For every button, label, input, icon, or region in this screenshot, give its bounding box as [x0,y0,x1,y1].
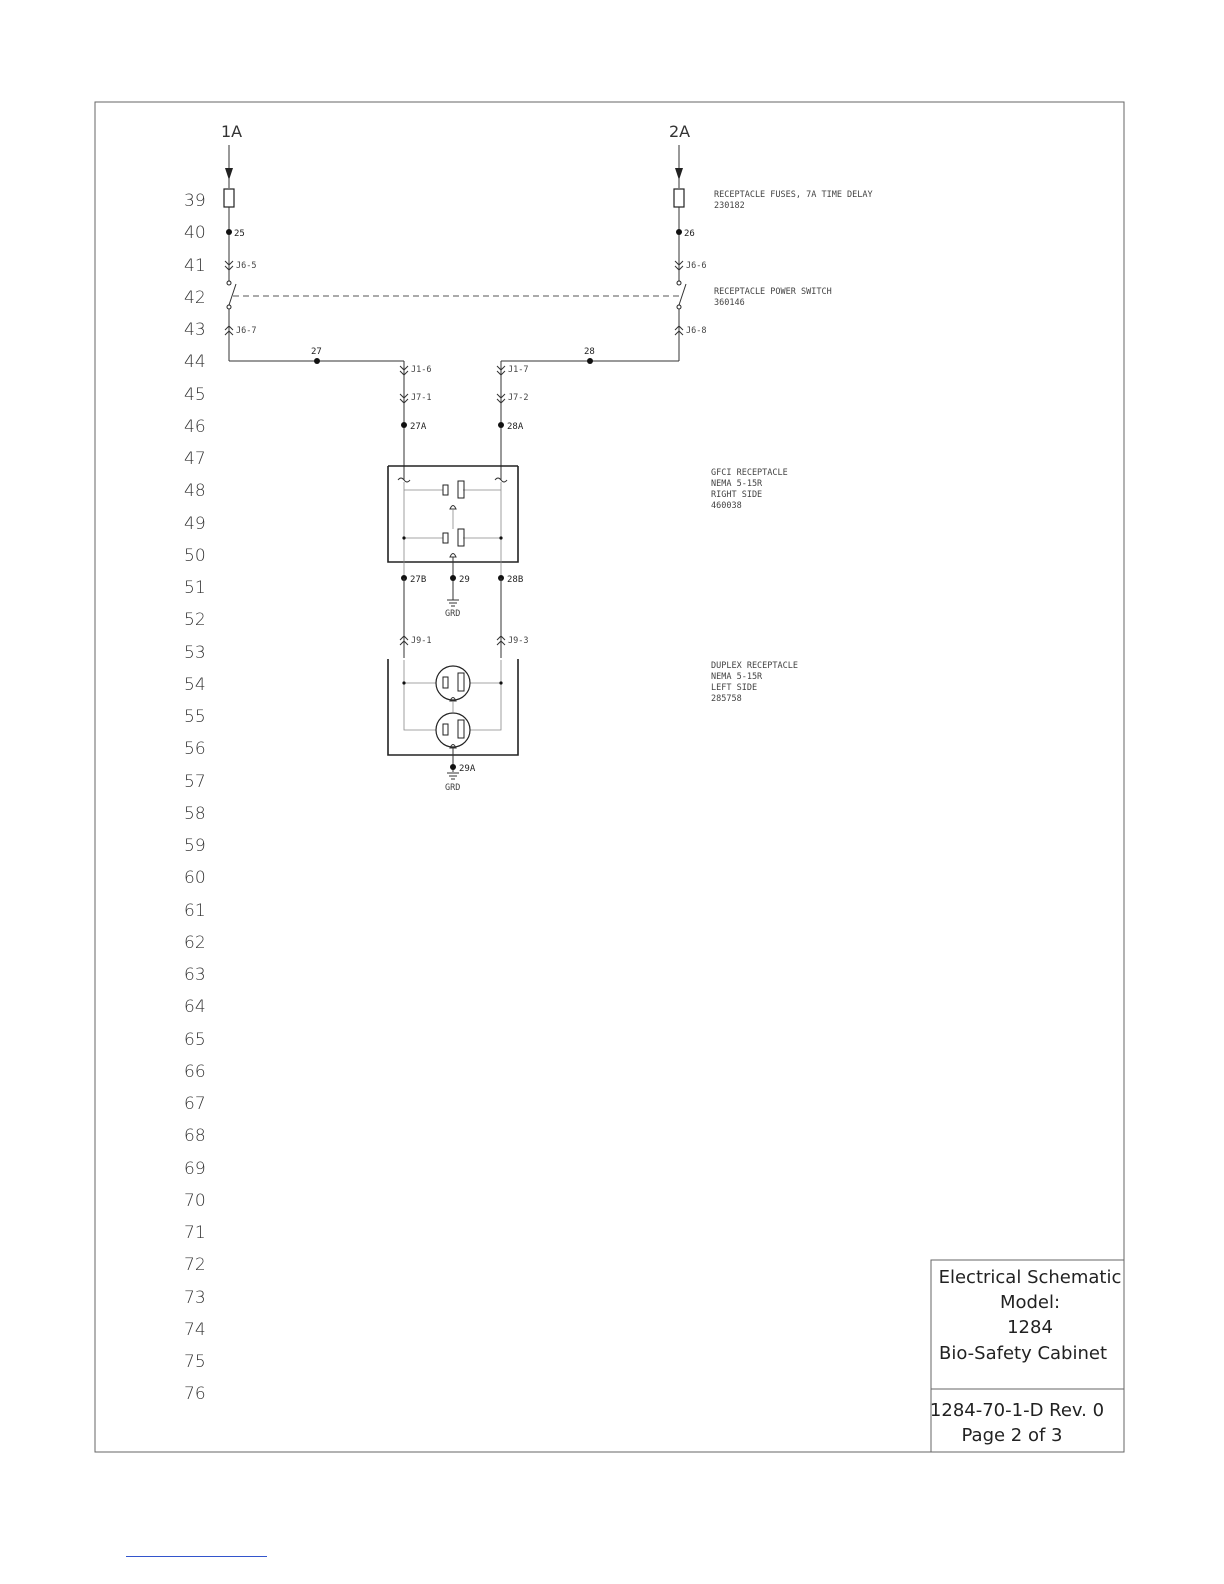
drawing-number: 1284-70-1-D Rev. 0 [929,1400,1105,1421]
row-number: 57 [184,772,206,792]
row-number: 61 [184,901,206,921]
row-number: 45 [184,385,206,405]
arrow-down-icon [675,168,683,180]
footer-link-line[interactable] [126,1556,267,1557]
node-27a [401,422,407,428]
connector-label-j1-6: J1-6 [411,365,432,375]
note-duplex-2: NEMA 5-15R [711,672,763,682]
row-number: 64 [184,997,206,1017]
right-branch [497,145,706,480]
row-number: 76 [184,1384,206,1404]
wire-label-27: 27 [311,347,322,357]
title-line-1: Electrical Schematic [938,1267,1122,1288]
row-number: 69 [184,1159,206,1179]
sheet-border [95,102,1124,1452]
note-gfci-3: RIGHT SIDE [711,490,763,500]
row-number: 43 [184,320,206,340]
row-number: 40 [184,223,206,243]
row-number: 65 [184,1030,206,1050]
note-fuses-2: 230182 [714,201,745,211]
wire-label-29a: 29A [459,764,476,774]
note-switch-1: RECEPTACLE POWER SWITCH [714,287,832,297]
ground-label-2: GRD [445,783,461,793]
duplex-receptacle [388,659,518,779]
node-28a [498,422,504,428]
connector-label-j9-3: J9-3 [508,636,529,646]
input-2a-label: 2A [669,122,691,141]
row-number: 68 [184,1126,206,1146]
fuse-right [674,189,684,207]
row-number: 44 [184,352,206,372]
row-number: 50 [184,546,206,566]
row-number: 39 [184,191,206,211]
node-29 [450,575,456,581]
switch-left [229,284,236,305]
connector-label-j6-6: J6-6 [686,261,707,271]
row-number: 71 [184,1223,206,1243]
connector-label-j7-2: J7-2 [508,393,529,403]
note-duplex-3: LEFT SIDE [711,683,758,693]
ground-label-1: GRD [445,609,461,619]
node-29a [450,764,456,770]
note-switch-2: 360146 [714,298,745,308]
ground-icon [447,773,459,779]
note-duplex-1: DUPLEX RECEPTACLE [711,661,798,671]
switch-right [679,284,686,305]
note-gfci-2: NEMA 5-15R [711,479,763,489]
row-number: 55 [184,707,206,727]
row-number: 58 [184,804,206,824]
wire-label-28: 28 [584,347,595,357]
row-number: 63 [184,965,206,985]
node-25 [226,229,232,235]
row-number: 52 [184,610,206,630]
row-number: 41 [184,256,206,276]
row-number: 46 [184,417,206,437]
input-1a-label: 1A [221,122,243,141]
row-number: 70 [184,1191,206,1211]
note-gfci-1: GFCI RECEPTACLE [711,468,788,478]
node-26 [676,229,682,235]
row-number: 62 [184,933,206,953]
row-number: 73 [184,1288,206,1308]
arrow-down-icon [225,168,233,180]
title-line-4: Bio-Safety Cabinet [938,1343,1108,1364]
gfci-receptacle [388,466,518,606]
row-number: 56 [184,739,206,759]
wire-label-28b: 28B [507,575,524,585]
note-gfci-4: 460038 [711,501,742,511]
note-fuses-1: RECEPTACLE FUSES, 7A TIME DELAY [714,190,873,200]
wire-label-28a: 28A [507,422,524,432]
ground-icon [447,600,459,606]
row-numbers [184,191,206,1404]
row-number: 47 [184,449,206,469]
row-number: 51 [184,578,206,598]
row-number: 42 [184,288,206,308]
row-number: 74 [184,1320,206,1340]
note-duplex-4: 285758 [711,694,742,704]
row-number: 75 [184,1352,206,1372]
connector-label-j6-5: J6-5 [236,261,257,271]
title-line-2: Model: [999,1292,1061,1313]
wire-label-27a: 27A [410,422,427,432]
row-number: 49 [184,514,206,534]
node-27 [314,358,320,364]
fuse-left [224,189,234,207]
row-number: 60 [184,868,206,888]
wire-label-26: 26 [684,229,695,239]
row-number: 53 [184,643,206,663]
connector-label-j7-1: J7-1 [411,393,432,403]
wire-label-27b: 27B [410,575,427,585]
wire-label-29: 29 [459,575,470,585]
connector-label-j6-7: J6-7 [236,326,257,336]
page-indicator: Page 2 of 3 [961,1425,1063,1446]
row-number: 59 [184,836,206,856]
left-branch [224,145,431,480]
row-number: 54 [184,675,206,695]
row-number: 66 [184,1062,206,1082]
title-line-3: 1284 [1007,1317,1053,1338]
connector-label-j1-7: J1-7 [508,365,529,375]
connector-label-j9-1: J9-1 [411,636,432,646]
wire-label-25: 25 [234,229,245,239]
row-number: 67 [184,1094,206,1114]
node-28 [587,358,593,364]
row-number: 72 [184,1255,206,1275]
connector-label-j6-8: J6-8 [686,326,707,336]
row-number: 48 [184,481,206,501]
